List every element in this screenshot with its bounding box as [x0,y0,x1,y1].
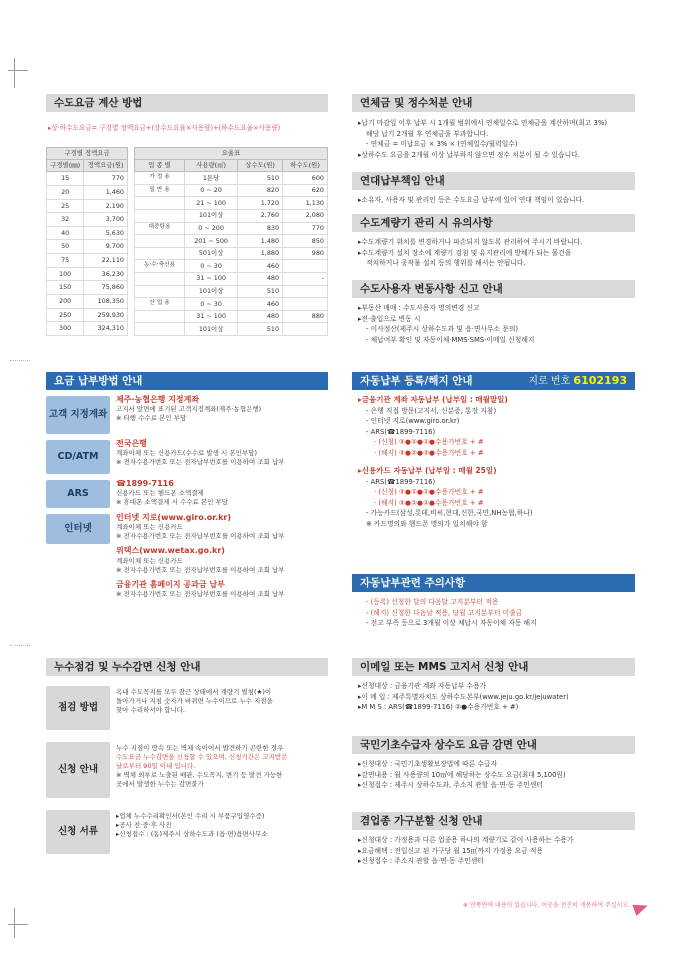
payment-title: 요금 납부방법 안내 [46,372,328,390]
table-cell: 100 [47,267,84,281]
info-line: · (해지) ③●①●②●수용가번호 + # [374,498,484,507]
crop-mark [14,58,15,88]
table-row [135,235,328,248]
table-row [47,199,128,213]
info-line: ▸M M S : ARS(☎1899-7116) ②●수용가번호 + #) [358,703,519,712]
table-cell: 22,110 [84,254,128,268]
joint-title: 연대납부책임 안내 [352,172,635,190]
table-cell [135,285,185,298]
info-line: ▸부동산 매매 : 수도사용자 명의변경 신고 [358,304,480,312]
table-cell: 75 [47,254,84,268]
rate-header: 요율표 [135,148,328,160]
table-cell: 0 ~ 30 [185,260,238,273]
info-line: ▸신청대상 : 가정용과 다른 업종용 하나의 계량기로 같이 사용하는 수용가 [358,836,574,844]
payment-method-head: 위택스(www.wetax.go.kr) [116,546,225,556]
info-line: · (해지) ③●②●③●수용가번호 + # [374,448,484,457]
table-cell [283,285,328,298]
table-cell: 75,860 [84,281,128,295]
giro-number: 6102193 [573,373,627,387]
table-cell: 25 [47,199,84,213]
leak-content [116,744,328,789]
table-cell: 324,310 [84,322,128,336]
table-cell: 5,630 [84,226,128,240]
info-line: 신용카드 또는 핸드폰 소액결제 [116,489,204,498]
info-line: 누수 지점이 땅속 또는 벽체 속이어서 발견하기 곤란한 경우 [116,744,284,752]
table-cell: 600 [283,172,328,185]
info-line: - 이사정산(제주시 상하수도과 및 읍·면사무소 문의) [366,325,519,334]
table-cell: 259,930 [84,308,128,322]
info-line: - ARS(☎1899-7116) [366,427,436,436]
info-line: ※ 전자수용가번호 또는 전자납부번호를 이용하여 조회 납부 [116,565,285,574]
table-cell: 510 [238,323,283,336]
late-title: 연체금 및 정수처분 안내 [352,94,635,112]
split-title: 겸업종 가구분할 신청 안내 [352,812,635,830]
table-cell: 대중탕용 [135,222,185,235]
info-line: 적치하거나 공작물 설치 등의 행위를 해서는 안됩니다. [366,259,526,268]
table-cell: 850 [283,235,328,248]
info-line: - 전고 부족 등으로 3개월 이상 체납시 자동이체 자동 해지 [366,619,537,628]
table-cell: 980 [283,247,328,260]
info-line: - 가능카드(삼성,롯데,비씨,현대,신한,국민,NH농협,하나) [366,509,533,518]
table-cell: 250 [47,308,84,322]
payment-method-tag: 고객 지정계좌 [46,396,110,434]
table-cell [283,323,328,336]
info-line: ▸감면내용 : 월 사용량의 10㎥에 해당하는 상수도 요금(최대 5,100원) [358,770,566,779]
table-cell: 150 [47,281,84,295]
info-line: ※ 타행 수수료 본인 부담 [116,414,187,423]
table-row [135,247,328,260]
table-cell: 480 [238,310,283,323]
info-line: 해당 납기 2개월 후 연체금을 부과합니다. [366,129,489,138]
table-cell: 770 [283,222,328,235]
email-title: 이메일 또는 MMS 고지서 신청 안내 [352,658,635,676]
table-cell: 200 [47,294,84,308]
info-line: ▸수도계량기 설치 장소에 계량기 검침 및 유지관리에 방해가 되는 물건을 [358,248,572,257]
table-row [47,281,128,295]
table-cell: 510 [238,172,283,185]
table-cell [135,272,185,285]
meter-section [352,214,635,275]
table-cell: 2,760 [238,210,283,223]
info-line: · (신청) ③●①●①●수용가번호 + # [374,488,484,497]
table-row [135,197,328,210]
table-cell [283,260,328,273]
table-cell: 15 [47,172,84,186]
leak-section [46,658,328,868]
late-section [352,94,635,166]
joint-section [352,172,635,212]
info-line: ▸신청대상 : 금융기관 계좌 자동납부 수용가 [358,682,487,690]
col-header: 정액요금(원) [84,160,128,172]
split-section [352,812,635,873]
table-cell: 2,080 [283,210,328,223]
col-header: 하수도(원) [283,160,328,172]
table-row [135,210,328,223]
fixed-fee-table [46,147,128,336]
table-cell: 0 ~ 20 [185,184,238,197]
payment-method-head: ☎1899-7116 [116,479,174,488]
fixed-header: 구경별 정액요금 [47,148,128,160]
table-row [47,172,128,186]
info-line: ▸업체 누수수리확인서(본인 수리 시 부품구입영수증) [116,812,265,820]
table-row [135,298,328,311]
leak-tag: 점검 방법 [46,686,110,730]
info-line: ▸신청접수 : (동)제주시 상하수도과 (읍·면)읍면사무소 [116,830,268,839]
table-cell: 101이상 [185,323,238,336]
calc-formula: ▸상·하수도요금= 구경별 정액요금+(상수도요율×사용량)+(하수도요율×사용량) [48,124,281,132]
info-line: ※ 휴대폰 소액결제 시 수수료 본인 부담 [116,498,229,507]
info-line: - ARS(☎1899-7116) [366,477,436,486]
meter-title: 수도계량기 관리 시 유의사항 [352,214,635,232]
table-row [47,240,128,254]
table-cell: 2,190 [84,199,128,213]
table-cell: 1,480 [238,235,283,248]
table-row [47,294,128,308]
info-line: - 체납여부 확인 및 자동이체·MMS·SMS·이메일 신청해지 [366,335,535,344]
info-line: ▸신청접수 : 제주시 상하수도과, 주소지 관할 읍·면·동 주민센터 [358,781,543,790]
table-row [135,285,328,298]
user-change-section [352,280,635,351]
info-line: ※ 전자수용가번호 또는 전자납부번호를 이용하여 조회 납부 [116,589,285,598]
info-line: 수도요금 누수감면을 신청할 수 있으며, 신청기간은 고지받은 [116,753,288,762]
info-line: 계좌이체 또는 신용카드 [116,523,183,532]
basic-section [352,736,635,797]
table-cell: 1톤당 [185,172,238,185]
table-row [135,323,328,336]
table-cell: 31 ~ 100 [185,272,238,285]
table-cell: 880 [283,310,328,323]
table-row [135,272,328,285]
leak-content [116,812,328,839]
info-line: 계좌이체 또는 신용카드(수수료 발생 시 본인부담) [116,449,257,458]
table-cell: - [283,272,328,285]
col-header: 구경별(㎜) [47,160,84,172]
info-line: 찾아 수리하셔야 합니다. [116,706,185,715]
info-line: 돌아가거나 지침 숫자가 바뀌면 누수이므로 누수 지점을 [116,697,273,706]
basic-title: 국민기초수급자 상수도 요금 감면 안내 [352,736,635,754]
calc-title: 수도요금 계산 방법 [46,94,328,112]
autopay-note-section [352,574,635,635]
info-line: ※ 카드명의와 핸드폰 명의가 일치해야 함 [366,519,488,528]
table-cell: 1,130 [283,197,328,210]
table-cell: 820 [238,184,283,197]
table-cell: 0 ~ 30 [185,298,238,311]
table-row [135,260,328,273]
table-cell: 31 ~ 100 [185,310,238,323]
payment-method-head: 금융기관 홈페이지 공과금 납부 [116,579,225,589]
calc-section [46,94,328,336]
info-line: 옥내 수도꼭지를 모두 잠근 상태에서 계량기 별침(★)이 [116,688,272,696]
info-line: ※ 전자수용가번호 또는 전자납부번호를 이용하여 조회 납부 [116,532,285,541]
payment-method-content [116,478,328,507]
info-line: 곳에서 발생한 누수는 감면불가 [116,780,204,789]
table-cell: 9,700 [84,240,128,254]
info-line: ▸요금혜택 : 전입신고 된 가구당 월 15㎥까지 가정용 요금 적용 [358,846,544,855]
payment-section [46,372,328,642]
table-cell [135,323,185,336]
payment-method-tag: ARS [46,480,110,508]
table-cell: 농·수·축산용 [135,260,185,273]
table-cell: 510 [238,285,283,298]
table-cell: 산 업 용 [135,298,185,311]
table-cell: 770 [84,172,128,186]
info-line: ▸신청대상 : 국민기초생활보장법에 따른 수급자 [358,760,498,768]
table-cell: 108,350 [84,294,128,308]
table-cell: 20 [47,185,84,199]
table-cell: 가 정 용 [135,172,185,185]
user-change-title: 수도사용자 변동사항 신고 안내 [352,280,635,298]
table-cell [135,247,185,260]
payment-method-head: 전국은행 [116,439,147,448]
autopay-section [352,372,635,535]
table-row [47,226,128,240]
table-cell: 201 ~ 500 [185,235,238,248]
info-line: ▸납기 마감일 이후 납부 시 1개월 범위에서 연체일수로 연체금을 계산하며(최고 3%) [358,119,607,127]
crop-mark [14,908,15,938]
payment-method-head: 제주·농협은행 지정계좌 [116,395,200,404]
autopay-note-title: 자동납부관련 주의사항 [352,574,635,592]
bank-autopay-head: ▸금융기관 계좌 자동납부 (납부일 : 매월말일) [358,395,508,404]
info-line: ※ 벽체 외부로 노출된 배관, 수도꼭지, 변기 등 발견 가능한 [116,771,283,780]
info-line: - 연체금 = 미납요금 × 3% × (연체일수/월력일수) [366,140,518,149]
info-line: ▸공사 전·중·후 사진 [116,821,172,830]
info-line: ▸상하수도 요금을 2개월 이상 납부하지 않으면 정수 처분이 될 수 있습니다. [358,150,580,159]
info-line: ▸수도계량기 위치를 변경하거나 파손되지 않도록 관리하여 주시기 바랍니다. [358,238,583,246]
arrow-icon [632,900,649,916]
table-row [135,310,328,323]
table-cell: 1,720 [238,197,283,210]
table-cell [135,310,185,323]
table-cell: 1,880 [238,247,283,260]
table-cell: 1,460 [84,185,128,199]
table-cell: 0 ~ 200 [185,222,238,235]
autopay-title: 자동납부 등록/해지 안내 지로 번호 6102193 [352,372,635,390]
table-cell: 36,230 [84,267,128,281]
info-line: ▸신청접수 : 주소지 관할 읍·면·동 주민센터 [358,857,484,866]
email-section [352,658,635,719]
card-autopay-head: ▸신용카드 자동납부 (납부일 : 매월 25일) [358,466,497,476]
giro-label: 지로 번호 [528,375,571,387]
table-row [47,213,128,227]
info-line: ▸이 메 일 : 제주특별자치도 상하수도본부(www.jeju.go.kr/jejuwater) [358,692,569,701]
info-line: 날로부터 90일 이내 입니다. [116,762,196,771]
leak-title: 누수점검 및 누수감면 신청 안내 [46,658,328,676]
payment-method-head: 인터넷 지로(www.giro.or.kr) [116,513,231,522]
table-row [47,267,128,281]
table-cell: 101이상 [185,285,238,298]
info-line: - 인터넷 지로(www.giro.or.kr) [366,417,460,426]
table-cell: 480 [238,272,283,285]
info-line: · (신청) ③●②●①●수용가번호 + # [374,438,484,447]
info-line: ※ 전자수용가번호 또는 전자납부번호를 이용하여 조회 납부 [116,458,285,467]
table-cell: 101이상 [185,210,238,223]
table-cell: 50 [47,240,84,254]
table-cell: 620 [283,184,328,197]
col-header: 사용량(㎥) [185,160,238,172]
table-cell: 3,700 [84,213,128,227]
info-line: 고지서 앞면에 표기된 고객지정계좌(제주·농협은행) [116,405,262,414]
table-cell [135,197,185,210]
table-cell [135,235,185,248]
table-cell [135,210,185,223]
table-cell: 일 반 용 [135,184,185,197]
table-row [135,222,328,235]
payment-method-content [116,512,328,599]
table-row [47,254,128,268]
table-cell: 501이상 [185,247,238,260]
table-cell: 32 [47,213,84,227]
payment-method-content [116,394,328,423]
crop-mark [8,924,28,925]
leak-tag: 신청 안내 [46,742,110,798]
table-cell: 460 [238,298,283,311]
col-header: 상수도(원) [238,160,283,172]
table-row [47,185,128,199]
leak-tag: 신청 서류 [46,810,110,854]
table-row [47,322,128,336]
table-row [47,308,128,322]
info-line: ▸소유자, 사용자 및 관리인 등은 수도요금 납부에 있어 연대 책임이 있습니다. [358,196,585,204]
info-line: - (해지) 신청한 다음날 적용, 당월 고지분부터 미출금 [366,608,523,617]
table-row [135,172,328,185]
payment-method-tag: 인터넷 [46,514,110,544]
table-cell: 300 [47,322,84,336]
table-cell [283,298,328,311]
rate-table [134,147,328,336]
footer-note: ※ 안쪽면에 내용이 있습니다. 이곳을 전진히 개봉하여 주십시오. [462,901,630,909]
table-cell: 830 [238,222,283,235]
info-line: - (등록) 신청한 달의 다음달 고지분부터 적용 [366,598,499,606]
table-row [135,184,328,197]
info-line: - 은행 직접 방문(고지서, 신분증, 통장 지참) [366,406,497,415]
leak-content [116,688,328,715]
info-line: 계좌이체 또는 신용카드 [116,556,183,565]
table-cell: 21 ~ 100 [185,197,238,210]
crop-mark [8,70,28,71]
table-cell: 40 [47,226,84,240]
info-line: ▸전·출입으로 변동 시 [358,314,421,323]
payment-method-tag: CD/ATM [46,440,110,474]
col-header: 업 종 별 [135,160,185,172]
payment-method-content [116,438,328,467]
table-cell: 460 [238,260,283,273]
